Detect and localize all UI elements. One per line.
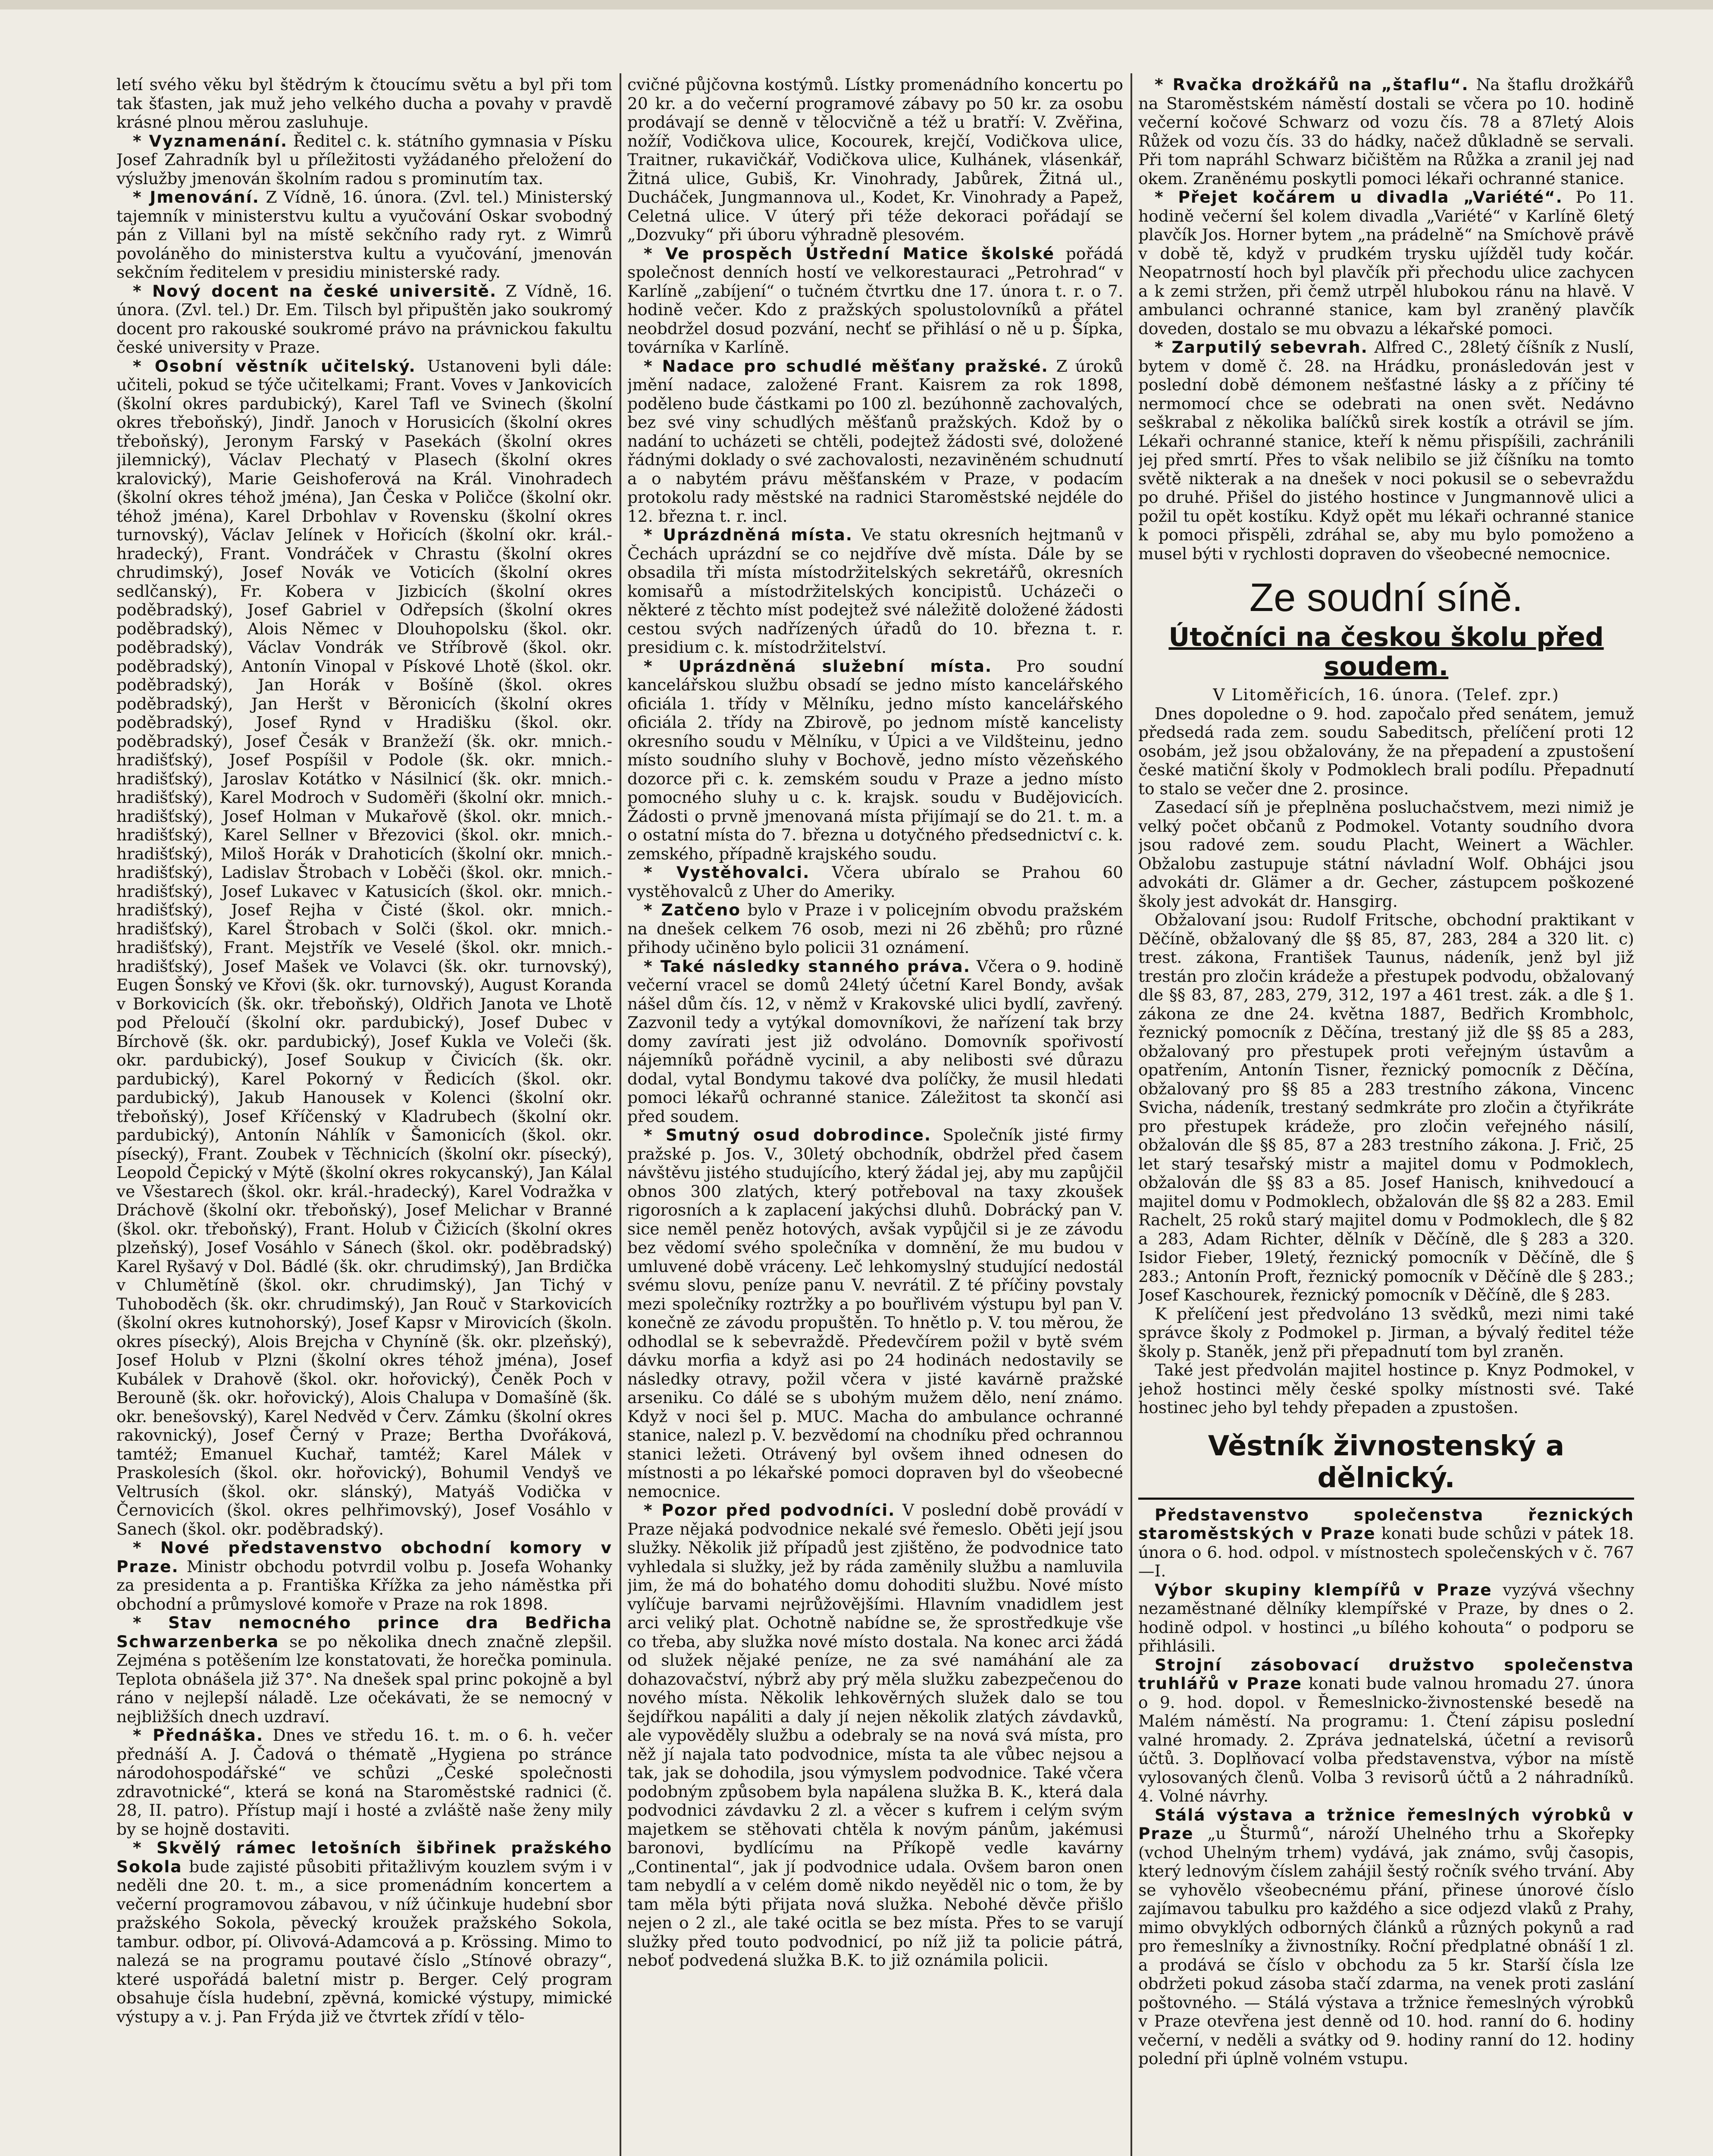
column-left [116,75,612,2156]
news-item-sluzebni-mista: * Uprázdněná služební místa. Pro soudní kancelářskou službu obsadí se jedno místo kancelářského oficiála 1. třídy v Mělníku, jedno místo kancelářského oficiála 2. třídy na Zbirově, po jednom místě kancelisty okresního soudu v Mělníku, v Úpici a ve Vildšteinu, jedno místo soudního sluhy v Bochově, jedno místo vězeňského dozorce při c. k. zemském soudu v Praze a jedno místo pomocného sluhy u c. k. krajsk. soudu v Budějovicích. Žádosti o prvně jmenovaná místa přijímají se do 21. t. m. a o ostatní místa do 7. března u dotyčného předsednictví c. k. zemského, případně krajského soudu. [627,656,1123,863]
news-item-nadace: * Nadace pro schudlé měšťany pražské. Z úroků jmění nadace, založené Frant. Kaisrem za rok 1898, poděleno bude částkami po 100 zl. bezúhonně zachovalých, bez své viny schudlých měšťanů pražských. Kdož by o nadání to ucházeti se chtěli, podejtež žádosti své, doložené řádnými doklady o své zachovalosti, nezaviněném schudnutí a o nabytém právu měšťanském v Praze, v podacím protokolu rady městské na radnici Staroměstské nejdéle do 12. března t. r. incl. [627,356,1123,526]
news-item-schwarzenberk: * Stav nemocného prince dra Bedřicha Schwarzenberka se po několika dnech značně zlepšil. Zejména s potěšením lze konstatovati, že horečka pominula. Teplota obnášela již 37°. Na dnešek spal princ pokojně a byl ráno v nejlepší náladě. Lze očekávati, že se nemocný v nejbližších dnech uzdraví. [116,1613,612,1726]
news-item-stanne-pravo: * Také následky stanného práva. Včera o 9. hodině večerní vracel se domů 24letý účetní Karel Bondy, avšak nášel dům čís. 12, v němž v Krakovské ulici bydlí, zavřený. Zazvonil tedy a vytýkal domovníkovi, že nařízení tak brzy domy zavírati jest již odvoláno. Domovník spořivostí nájemníků pořádně vycinil, a aby nelibosti své důrazu dodal, vytal Bondymu takové dva políčky, že musil hledati pomoci lékařů ochranné stanice. Záležitost ta skončí asi před soudem. [627,956,1123,1126]
article-continuation: letí svého věku byl štědrým k čtoucímu světu a byl při tom tak šťasten, jak muž jeho velkého ducha a povahy v pravdě krásné plnou měrou zasluhuje. [116,75,612,132]
news-item-prednaska: * Přednáška. Dnes ve středu 16. t. m. o 6. h. večer přednáší A. J. Čadová o thématě „Hygiena po stránce národohospodářské“ ve schůzi „České společnosti zdravotnické“, která se koná na Staroměstské radnici (č. 28, II. patro). Přístup mají i hosté a zvláště naše ženy mily by se hojně dostaviti. [116,1726,612,1839]
trade-item: Strojní zásobovací družstvo společenstva truhlářů v Praze konati bude valnou hromadu 27. února o 9. hod. dopol. v Řemeslnicko-živnostenské besedě na Malém náměstí. Na programu: 1. Čtení zápisu poslední valné hromady. 2. Zpráva jednatelská, účetní a revisorů účtů. 3. Doplňovací volba představenstva, výbor na místě vylosovaných členů. Volba 3 revisorů účtů a 2 náhradníků. 4. Volné návrhy. [1138,1655,1634,1805]
news-item-dobrodinec: * Smutný osud dobrodince. Společník jisté firmy pražské p. Jos. V., 30letý obchodník, obdržel před časem návštěvu jistého studujícího, který žádal jej, aby mu zapůjčil obnos 300 zlatých, který potřeboval na taxy zkoušek rigorosních a k zaplacení jakýchsi dluhů. Dobrácký pan V. sice neměl peněz hotových, avšak vypůjčil si je ze závodu bez vědomí svého společníka v domnění, že mu budou v umluvené době vráceny. Leč lehkomyslný studující nedostál svému slovu, peníze panu V. nevrátil. Z té příčiny povstaly mezi společníky roztržky a po bouřlivém výstupu byl pan V. konečně ze závodu propuštěn. To hnětlo p. V. tou měrou, že odhodlal se k sebevraždě. Předevčírem požil v bytě svém dávku morfia a když asi po 24 hodinách nedostavily se následky otravy, požil včera v jisté kavárně pražské arseniku. Co dálé se s ubohým mužem dělo, není známo. Když v noci šel p. MUC. Macha do ambulance ochranné stanice, nalezl p. V. bezvědomí na chodníku před ochrannou stanici ležeti. Otrávený byl ovšem ihned odnesen do místnosti a po lékařské pomoci dopraven byl do všeobecné nemocnice. [627,1125,1123,1501]
news-item-jmenovani: * Jmenování. Z Vídně, 16. února. (Zvl. tel.) Ministerský tajemník v ministerstvu kultu a vyučování Oskar svobodný pán z Villani byl na místě sekčního rady ryt. z Wimrů povoláněho do ministerstva kultu a vyučování, jmenován sekčním ředitelem v presidiu ministerské rady. [116,188,612,282]
trade-item: Výbor skupiny klempířů v Praze vyzývá všechny nezaměstnané dělníky klempířské v Praze, by dnes o 2. hodině odpol. v hostinci „u bílého kohouta“ o podporu se přihlásili. [1138,1580,1634,1655]
news-item-vystehovalci: * Vystěhovalci. Včera ubíralo se Prahou 60 vystěhovalců z Uher do Ameriky. [627,863,1123,901]
news-item-zatceno: * Zatčeno bylo v Praze i v policejním obvodu pražském na dnešek celkem 76 osob, mezi ni 26 zběhů; pro různé přihody učiněno bylo policii 31 oznámení. [627,900,1123,957]
dateline: V Litoměřicích, 16. února. (Telef. zpr.) [1213,685,1560,704]
news-item-matice: * Ve prospěch Ústřední Matice školské pořádá společnost denních hostí ve velkorestauraci „Petrohrad“ v Karlíně „zabíjení“ o tučném čtvrtku dne 17. února t. r. o 7. hodině večer. Kdo z pražských spolustolovníků a přátel neobdržel dosud pozvání, nechť se přihlásí o ně u p. Šípka, továrníka v Karlíně. [627,244,1123,357]
news-item-podvodnice: * Pozor před podvodníci. V poslední době provádí v Praze nějaká podvodnice nekalé své řemeslo. Oběti její jsou služky. Několik již případů jest zjištěno, že podvodnice tato vyhledala si služky, jež by ráda zaměnily službu a namluvila jim, že má do bohatého domu dohoditi službu. Nové místo vylíčuje barvami nejrůžovějšími. Hlavním vnadidlem jest arci veliký plat. Ochotně nabídne se, že sprostředkuje vše co třeba, aby služka nové místo dostala. Na konec arci žádá od služek nějaké peníze, ne za své namáhání ale za dohazovačství, nýbrž aby prý měla služku zabezpečenou do nového místa. Několik lehkověrných služek dalo se tou šejdířkou napáliti a daly jí nejen několik zlatých závdavků, ale vypověděly službu a odebraly se na nová svá místa, pro něž jí najala tato podvodnice, místa ta ale vůbec nejsou a tak, jak se dohodila, jsou výmyslem podvodnice. Také včera podobným způsobem byla napálena služka B. K., která dala podvodnici závdavku 2 zl. a věcer s kufrem i celým svým majetkem se stěhovati chtěla k novým pánům, jakémusi baronovi, bydlícímu na Příkopě vedle kavárny „Continental“, jak jí podvodnice udala. Ovšem baron onen tam nebydlí a v celém domě nikdo neyěděl nic o tom, že by tam měla býti přijata nová služka. Nebohé děvče přišlo nejen o 2 zl., ale také ocitla se bez místa. Přes to se varují služky před touto podvodnicí, po níž již ta policie pátrá, neboť podvedená služka B.K. to již oznámila policii. [627,1501,1123,1970]
column-rule-right [1131,73,1132,2156]
news-item-rvacka: * Rvačka drožkářů na „štaflu“. Na štaflu drožkářů na Staroměstském náměstí dostali se včera po 10. hodině večerní kočové Schwarz od vozu čís. 78 a 87letý Alois Růžek od vozu čís. 33 do hádky, načež důkladně se servali. Při tom napráhl Schwarz bičištěm na Růžka a zranil jej nad okem. Zraněnému poskytli pomoci lékaři ochranné stanice. [1138,75,1634,188]
column-rule-left [620,73,621,2156]
news-item-prejet: * Přejet kočárem u divadla „Variété“. Po 11. hodině večerní šel kolem divadla „Variété“ v Karlíně 6letý plavčík Jos. Horner bytem „na prádelně“ na Smíchově právě v době tě, když v prudkém trysku ujížděl tudy kočár. Neopatrností hoch byl plavčík při přechodu ulice zachycen a k zemi stržen, při čemž utrpěl hlubokou ránu na hlavě. V ambulanci ochranné stanice, kam byl zraněný plavčík doveden, dostalo se mu obvazu a lékařské pomoci. [1138,188,1634,338]
court-paragraph: Zasedací síň je přeplněna posluchačstvem, mezi nimiž je velký počet občanů z Podmokel. Votanty soudního dvora jsou radové zem. soudu Placht, Weinert a Wächler. Obžalobu zastupuje státní návladní Wolf. Obhájci jsou advokáti dr. Glämer a dr. Gecher, zástupcem poškozené školy jest advokát dr. Hansgirg. [1138,798,1634,911]
column-middle [627,75,1123,2156]
page-edge [0,0,1713,9]
section-heading-trade: Věstník živnostenský a dělnický. [1138,1430,1634,1500]
column-right [1138,75,1634,2156]
trade-item: Stálá výstava a tržnice řemeslných výrobků v Praze „u Šturmů“, nároží Uhelného trhu a Skořepky (vchod Uhelným trhem) vydává, jak známo, svůj časopis, který lednovým číslem zahájil šestý ročník svého trvání. Aby se vyhovělo všeobecnému přání, přinese únorové číslo zajímavou tabulku pro každého a sice odjezd vlaků z Prahy, mimo obvyklých odborných článků a různých pokynů a rad pro řemeslníky a živnostníky. Roční předplatné obnáší 1 zl. a prodává se číslo v obchodu za 5 kr. Starší čísla lze obdržeti pokud zásoba stačí zdarma, na venek proti zaslání poštovného. — Stálá výstava a tržnice řemeslných výrobků v Praze otevřena jest denně od 10. hod. ranní do 6. hodiny večerní, v neděli a svátky od 9. hodiny ranní do 12. hodiny polední při úplně volném vstupu. [1138,1805,1634,2068]
court-paragraph: K přelíčení jest předvoláno 13 svědků, mezi nimi také správce školy z Podmokel p. Jirman, a bývalý ředitel téže školy p. Staněk, jenž při přepadnutí tom byl zraněn. [1138,1304,1634,1361]
court-paragraph: Obžalovaní jsou: Rudolf Fritsche, obchodní praktikant v Děčíně, obžalovaný dle §§ 85, 87, 283, 284 a 320 lit. c) trest. zákona, František Taunus, nádeník, jenž byl již trestán pro zločin krádeže a přestupek podvodu, obžalovaný dle §§ 83, 87, 283, 279, 312, 197 a 461 trest. zák. a dle § 1. zákona ze dne 24. května 1887, Bedřich Krombholc, řeznický pomocník z Děčína, trestaný již dle §§ 85 a 283, obžalovaný pro přestupek proti veřejným ústavům a opatřením, Antonín Tisner, řeznický pomocník z Děčína, obžalovaný pro §§ 85 a 283 trestního zákona, Vincenc Svicha, nádeník, trestaný sedmkráte pro zločin a čtyřikráte pro přestupek krádeže, pro zločin veřejného násilí, obžalován dle §§ 85, 87 a 283 trestního zákona. J. Frič, 25 let starý tesařský mistr a majitel domu v Podmoklech, obžalován dle §§ 83 a 85. Josef Hanisch, knihvedoucí a majitel domu v Podmoklech, obžalován dle §§ 82 a 283. Emil Rachelt, 25 roků starý majitel domu v Podmoklech, dle § 82 a 283, Adam Richter, dělník v Děčíně, dle § 283 a 320. Isidor Fieber, 19letý, řeznický pomocník v Děčíně, dle § 283.; Antonín Proft, řeznický pomocník v Děčíně dle § 283.; Josef Kaschourek, řeznický pomocník v Děčíně, dle § 283. [1138,910,1634,1304]
news-item-sebevrah: * Zarputilý sebevrah. Alfred C., 28letý číšník z Nuslí, bytem v domě č. 28. na Hrádku, pronásledován jest v poslední době démonem nešťastné lásky a z příčiny té nermomocí chce se odebrati na onen svět. Nedávno seškrabal z několika balíčků sirek kostík a otrávil se jím. Lékaři ochranné stanice, kteří k němu přispíšili, zachránili jej před smrtí. Přes to však nelibilo se již číšníku na tomto světě nikterak a na dnešek v noci pokusil se o sebevraždu po druhé. Přišel do jistého hostince v Jungmannově ulici a požil tu opět kostíku. Když opět mu lékaři ochranné stanice k pomoci přispěli, zdráhal se, aby mu bylo pomoženo a musel býti v rychlosti dopraven do všeobecné nemocnice. [1138,338,1634,563]
news-item-vyznamenani: * Vyznamenání. Ředitel c. k. státního gymnasia v Písku Josef Zahradník byl u příležitosti vyžádaného přeložení do výslužby jmenován školním radou s prominutím tax. [116,131,612,188]
news-item-sibrinky: * Skvělý rámec letošních šibřinek pražského Sokola bude zajisté působiti přitažlivým kouzlem svým i v neděli dne 20. t. m., a sice promenádním koncertem a večerní programovou zábavou, v níž účinkuje hudební sbor pražského Sokola, pěvecký kroužek pražského Sokola, tambur. odbor, pí. Olivová-Adamcová a p. Krössing. Mimo to nalezá se na programu poutavé číslo „Stínové obrazy“, které uspořádá baletní mistr p. Berger. Celý program obsahuje čísla hudební, zpěvná, komické výstupy, mimické výstupy a v. j. Pan Frýda již ve čtvrtek zřídí v tělo- [116,1838,612,2026]
news-item-uprazdnena-mista: * Uprázdněná místa. Ve statu okresních hejtmanů v Čechách uprázdní se co nejdříve dvě místa. Dále by se obsadila tři místa místodržitelských sekretářů, okresních komisařů a místodržitelských koncipistů. Ucházeči o některé z těchto míst podejtež své náležitě doložené žádosti cestou svých nadřízených úřadů do 10. března t. r. presidium c. k. místodržitelství. [627,525,1123,657]
section-heading-court: Ze soudní síně. [1249,576,1523,620]
court-paragraph: Také jest předvolán majitel hostince p. Knyz Podmokel, v jehož hostinci měly české spolky místnosti své. Také hostinec jeho byl tehdy přepaden a zpustošen. [1138,1360,1634,1417]
section-subheading-court: Útočníci na českou školu před soudem. [1168,622,1604,682]
news-item-docent: * Nový docent na české universitě. Z Vídně, 16. února. (Zvl. tel.) Dr. Em. Tilsch byl připuštěn jako soukromý docent pro rakouské soukromé právo na právnickou fakultu české university v Praze. [116,281,612,357]
news-item-obchodni-komora: * Nové představenstvo obchodní komory v Praze. Ministr obchodu potvrdil volbu p. Josefa Wohanky za presidenta a p. Františka Křížka za jeho náměstka při obchodní a průmyslové komoře v Praze na rok 1898. [116,1538,612,1614]
article-continuation: cvičné půjčovna kostýmů. Lístky promenádního koncertu po 20 kr. a do večerní programové zábavy po 50 kr. za osobu prodávají se denně v tělocvičně a též u bratří: V. Zvěřina, nožíř, Vodičkova ulice, Kocourek, krejčí, Vodičkova ulice, Traitner, rukavičkář, Vodičkova ulice, Kulhánek, vlásenkář, Žitná ulice, Gubiš, Kr. Vinohrady, Jabůrek, Žitná ul., Ducháček, Jungmannova ul., Kodet, Kr. Vinohrady a Papež, Celetná ulice. V úterý při téže dekoraci pořádají se „Dozvuky“ při úboru výhradně plesovém. [627,75,1123,244]
trade-item: Představenstvo společenstva řeznických staroměstských v Praze konati bude schůzi v pátek 18. února o 6. hod. odpol. v místnostech společenských v č. 767—I. [1138,1505,1634,1580]
court-paragraph: Dnes dopoledne o 9. hod. započalo před senátem, jemuž předsedá rada zem. soudu Sabeditsch, přelíčení proti 12 osobám, jež jsou obžalovány, že na přepadení a zpustošení české matiční školy v Podmoklech brali podílu. Přepadnutí to stalo se večer dne 2. prosince. [1138,704,1634,798]
news-item-vestnik-ucitelsky: * Osobní věstník učitelský. Ustanoveni byli dále: učiteli, pokud se týče učitelkami; Frant. Voves v Jankovicích (školní okres pardubický), Karel Tafl ve Svinech (školní okres třeboňský), Jindř. Janoch v Horusicích (školní okres třeboňský), Jeronym Farský v Pasekách (školní okres jilemnický), Václav Plechatý v Plasech (školní okres kralovický), Marie Geishoferová na Král. Vinohradech (školní okres téhož jména), Jan Česka v Poličce (školní okr. téhož jména), Karel Drbohlav v Rovensku (školní okres turnovský), Václav Jelínek v Hořicích (školní okr. král.-hradecký), Frant. Vondráček v Chrastu (školní okres chrudimský), Josef Novák ve Voticích (školní okres sedlčanský), Fr. Kobera v Jizbicích (školní okres poděbradský), Josef Gabriel v Odřepsích (školní okres poděbradský), Alois Němec v Dlouhopolsku (škol. okr. poděbradský), Václav Vondrák ve Stříbrově (škol. okr. poděbradský), Antonín Vinopal v Pískové Lhotě (škol. okr. poděbradský), Jan Horák v Bošíně (škol. okres poděbradský), Jan Heršt v Běronicích (školní okres poděbradský), Josef Rynd v Hradišku (škol. okr. poděbradský), Josef Česák v Branžeží (šk. okr. mnich.-hradišťský), Josef Pospíšil v Podole (šk. okr. mnich.-hradišťský), Jaroslav Kotátko v Násilnicí (šk. okr. mnich.-hradišťský), Karel Modroch v Sudoměři (školní okr. mnich.-hradišťský), Josef Holman v Mukařově (škol. okr. mnich.-hradišťský), Karel Sellner v Březovici (škol. okr. mnich.-hradišťský), Miloš Horák v Drahoticích (školní okr. mnich.-hradišťský), Ladislav Štrobach v Loběči (škol. okr. mnich.-hradišťský), Josef Lukavec v Katusicích (škol. okr. mnich.-hradišťský), Josef Rejha v Čisté (škol. okr. mnich.-hradišťský), Karel Štrobach v Solči (škol. okr. mnich.-hradišťský), Frant. Mejstřík ve Veselé (škol. okr. mnich.-hradišťský), Josef Mašek ve Volavci (šk. okr. turnovský), Eugen Šonský ve Křovi (šk. okr. turnovský), August Koranda v Borkovicích (šk. okr. třeboňský), Oldřich Janota ve Lhotě pod Přeloučí (školní okr. pardubický), Josef Dubec v Bírchově (šk. okr. pardubický), Josef Kukla ve Voleči (šk. okr. pardubický), Josef Soukup v Čivicích (šk. okr. pardubický), Karel Pokorný v Ředicích (škol. okr. pardubický), Jakub Hanousek v Kolenci (školní okr. třeboňský), Josef Kříčenský v Kladrubech (školní okr. pardubický), Antonín Náhlík v Šamonicích (škol. okr. písecký), Frant. Zoubek v Těchnicích (školní okr. písecký), Leopold Čepický v Mýtě (školní okres rokycanský), Jan Kálal ve Všestarech (škol. okr. král.-hradecký), Karel Vodražka v Dráchově (školní okr. třeboňský), Josef Melichar v Branné (škol. okr. třeboňský), Frant. Holub v Čižicích (školní okres plzeňský), Josef Vosáhlo v Sánech (škol. okr. poděbradský) Karel Ryšavý v Dol. Bádlé (šk. okr. chrudimský), Jan Brdička v Chlumětíně (škol. okr. chrudimský), Jan Tichý v Tuhoboděch (šk. okr. chrudimský), Jan Rouč v Starkovicích (školní okres kutnohorský), Josef Kapsr v Mirovicích (školn. okres písecký), Alois Brejcha v Chyníně (šk. okr. plzeňský), Josef Holub v Plzni (školní okres téhož jména), Josef Kubálek v Drahově (škol. okr. hořovický), Čeněk Poch v Berouně (šk. okr. hořovický), Alois Chalupa v Domašíně (šk. okr. benešovský), Karel Nedvěd v Červ. Zámku (školní okres rakovnický), Josef Černý v Praze; Bertha Dvořáková, tamtéž; Emanuel Kuchař, tamtéž; Karel Málek v Praskolesích (škol. okr. hořovický), Bohumil Vendyš ve Veltrusích (škol. okr. slánský), Matyáš Vodička v Černovicích (škol. okres pelhřimovský), Josef Vosáhlo v Sanech (škol. okr. poděbradský). [116,356,612,1539]
